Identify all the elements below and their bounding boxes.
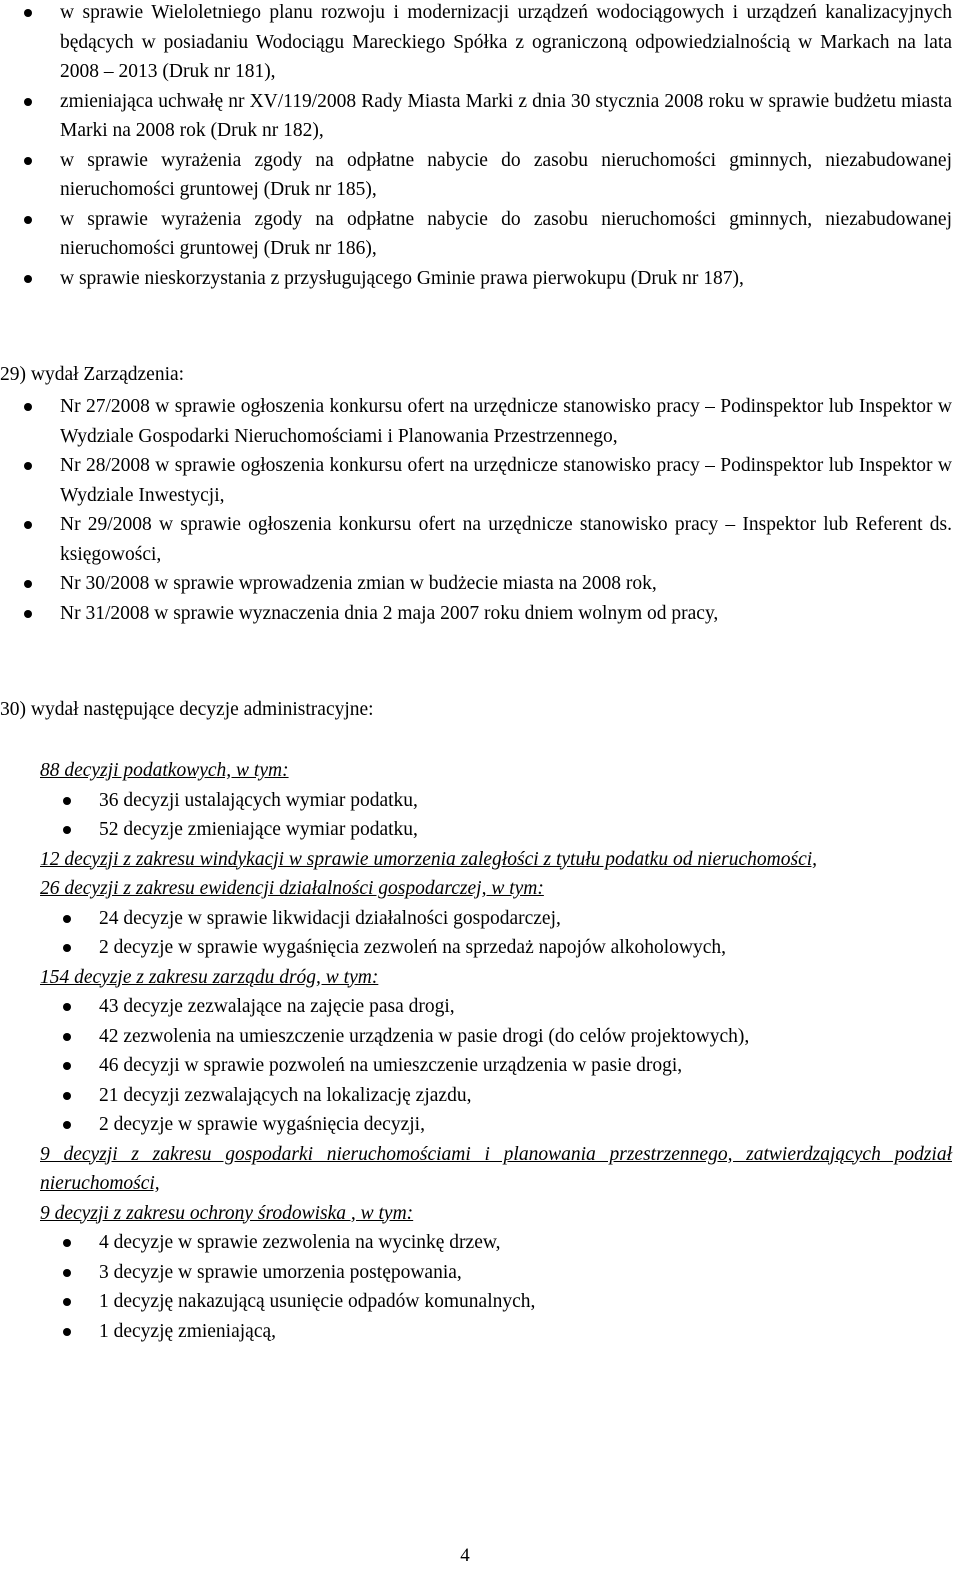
section-30-heading: 30) wydał następujące decyzje administracyjne: (0, 699, 374, 720)
list-item: Nr 27/2008 w sprawie ogłoszenia konkursu ofert na urzędnicze stanowisko pracy – Podinspektor lub Inspektor w Wydziale Gospodarki Nieruchomościami i Planowania Przestrzennego, (60, 392, 952, 451)
list-item: 1 decyzję zmieniającą, (99, 1317, 952, 1347)
group-title: 12 decyzji z zakresu windykacji w sprawie umorzenia zaległości z tytułu podatku od nieruchomości, (40, 848, 818, 870)
list-item: 52 decyzje zmieniające wymiar podatku, (99, 815, 952, 845)
list-item: 2 decyzje w sprawie wygaśnięcia decyzji, (99, 1110, 952, 1140)
list-item: 46 decyzji w sprawie pozwoleń na umieszczenie urządzenia w pasie drogi, (99, 1051, 952, 1081)
list-item: Nr 30/2008 w sprawie wprowadzenia zmian w budżecie miasta na 2008 rok, (60, 569, 952, 599)
list-item: 3 decyzje w sprawie umorzenia postępowania, (99, 1258, 952, 1288)
resolutions-list (60, 0, 952, 293)
list-item: Nr 31/2008 w sprawie wyznaczenia dnia 2 maja 2007 roku dniem wolnym od pracy, (60, 599, 952, 629)
group-list (99, 992, 952, 1140)
list-item: 1 decyzję nakazującą usunięcie odpadów komunalnych, (99, 1287, 952, 1317)
decisions-section (40, 756, 952, 1346)
list-item: 2 decyzje w sprawie wygaśnięcia zezwoleń na sprzedaż napojów alkoholowych, (99, 933, 952, 963)
list-item: 36 decyzji ustalających wymiar podatku, (99, 786, 952, 816)
page-number: 4 (460, 1545, 470, 1566)
group-title: 88 decyzji podatkowych, w tym: (40, 760, 289, 781)
list-item: Nr 28/2008 w sprawie ogłoszenia konkursu ofert na urzędnicze stanowisko pracy – Podinspektor lub Inspektor w Wydziale Inwestycji, (60, 451, 952, 510)
list-item: w sprawie wyrażenia zgody na odpłatne nabycie do zasobu nieruchomości gminnych, niezabudowanej nieruchomości gruntowej (Druk nr 186), (60, 205, 952, 264)
list-item: w sprawie nieskorzystania z przysługującego Gminie prawa pierwokupu (Druk nr 187), (60, 264, 952, 294)
group-title: 9 decyzji z zakresu ochrony środowiska , w tym: (40, 1202, 414, 1224)
list-item: zmieniająca uchwałę nr XV/119/2008 Rady Miasta Marki z dnia 30 stycznia 2008 roku w sprawie budżetu miasta Marki na 2008 rok (Druk nr 182), (60, 87, 952, 146)
orders-list (60, 392, 952, 628)
list-item: 4 decyzje w sprawie zezwolenia na wycinkę drzew, (99, 1228, 952, 1258)
list-item: w sprawie wyrażenia zgody na odpłatne nabycie do zasobu nieruchomości gminnych, niezabudowanej nieruchomości gruntowej (Druk nr 185), (60, 146, 952, 205)
group-list (99, 786, 952, 845)
list-item: 42 zezwolenia na umieszczenie urządzenia w pasie drogi (do celów projektowych), (99, 1022, 952, 1052)
group-title: 26 decyzji z zakresu ewidencji działalności gospodarczej, w tym: (40, 878, 544, 899)
group-list (99, 904, 952, 963)
group-title: 154 decyzje z zakresu zarządu dróg, w tym: (40, 966, 379, 988)
list-item: Nr 29/2008 w sprawie ogłoszenia konkursu ofert na urzędnicze stanowisko pracy – Inspektor lub Referent ds. księgowości, (60, 510, 952, 569)
group-title: 9 decyzji z zakresu gospodarki nieruchomościami i planowania przestrzennego, zatwierdzających podział nieruchomości, (40, 1143, 952, 1194)
list-item: 43 decyzje zezwalające na zajęcie pasa drogi, (99, 992, 952, 1022)
list-item: 24 decyzje w sprawie likwidacji działalności gospodarczej, (99, 904, 952, 934)
group-list (99, 1228, 952, 1346)
list-item: w sprawie Wieloletniego planu rozwoju i modernizacji urządzeń wodociągowych i urządzeń kanalizacyjnych będących w posiadaniu Wodociągu Mareckiego Spółka z ograniczoną odpowiedzialnością w Markach na lata 2008 – 2013 (Druk nr 181), (60, 0, 952, 87)
list-item: 21 decyzji zezwalających na lokalizację zjazdu, (99, 1081, 952, 1111)
section-29-heading: 29) wydał Zarządzenia: (0, 364, 185, 385)
